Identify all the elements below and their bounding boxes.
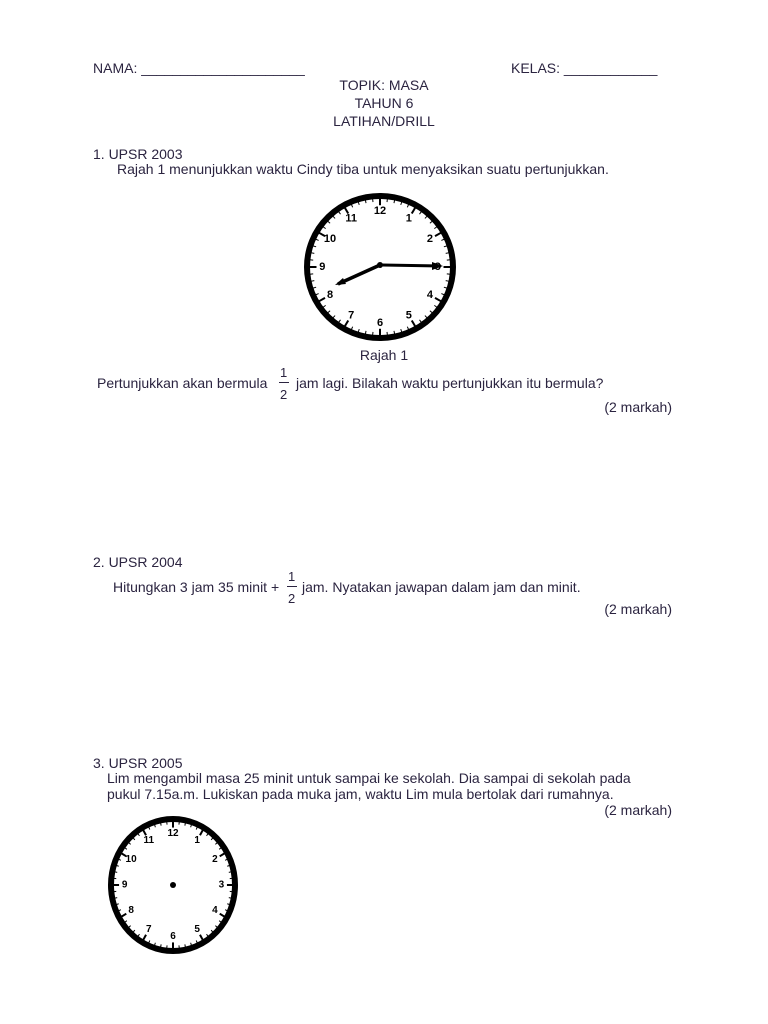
clock-number: 9 <box>319 261 326 273</box>
blank-clock-face[interactable] <box>105 813 241 955</box>
clock-number: 8 <box>128 905 134 917</box>
clock-number: 9 <box>121 879 128 891</box>
q2-fraction-denominator: 2 <box>288 591 296 606</box>
q3-text-line-1: Lim mengambil masa 25 minit untuk sampai ke sekolah. Dia sampai di sekolah pada <box>107 770 631 786</box>
q2-fraction <box>286 570 297 605</box>
q1-fraction-numerator: 1 <box>280 365 288 380</box>
clock-center-dot <box>170 882 176 888</box>
clock-minute-tick <box>185 944 186 947</box>
q1-text: Rajah 1 menunjukkan waktu Cindy tiba untuk menyaksikan suatu pertunjukkan. <box>117 161 609 177</box>
clock-number: 11 <box>143 834 155 846</box>
clock-minute-tick <box>114 898 117 899</box>
clock-minute-tick <box>229 898 232 899</box>
clock-number: 4 <box>212 905 218 917</box>
clock-number: 6 <box>170 930 176 942</box>
clock-number: 3 <box>218 879 225 891</box>
q1-fraction-denominator: 2 <box>280 387 288 402</box>
q2-question-end: jam. Nyatakan jawapan dalam jam dan minit. <box>302 579 581 595</box>
nama-field: NAMA: _____________________ <box>93 60 305 76</box>
clock-number: 7 <box>348 309 355 322</box>
clock-minute-tick <box>160 822 161 825</box>
q2-heading: 2. UPSR 2004 <box>93 554 183 570</box>
q2-question-start: Hitungkan 3 jam 35 minit + <box>113 579 280 595</box>
clock-number: 2 <box>426 232 434 245</box>
topic-title: TOPIK: MASA <box>339 77 429 93</box>
kelas-field: KELAS: ____________ <box>511 60 658 76</box>
clock-center-dot <box>377 262 383 268</box>
drill-title: LATIHAN/DRILL <box>333 113 435 129</box>
clock-number: 5 <box>194 924 200 936</box>
clock-number: 12 <box>167 828 179 840</box>
clock-number: 7 <box>146 924 152 936</box>
clock-number: 8 <box>326 289 334 302</box>
year-title: TAHUN 6 <box>354 95 414 111</box>
q3-text-line-2: pukul 7.15a.m. Lukiskan pada muka jam, waktu Lim mula bertolak dari rumahnya. <box>107 786 614 802</box>
clock-number: 11 <box>345 212 357 225</box>
clock-number: 12 <box>373 204 387 217</box>
q1-question-start: Pertunjukkan akan bermula <box>97 375 268 391</box>
clock-minute-tick <box>114 872 117 873</box>
q1-question-end: jam lagi. Bilakah waktu pertunjukkan itu bermula? <box>296 375 604 391</box>
clock-number: 10 <box>125 853 137 865</box>
clock-number: 1 <box>194 834 200 846</box>
clock-number: 4 <box>426 289 434 302</box>
clock-number: 5 <box>405 309 412 322</box>
q3-heading: 3. UPSR 2005 <box>93 755 183 771</box>
clock-minute-tick <box>160 944 161 947</box>
q1-marks: (2 markah) <box>604 399 672 415</box>
q2-marks: (2 markah) <box>604 601 672 617</box>
q3-marks: (2 markah) <box>604 802 672 818</box>
clock-minute-tick <box>229 872 232 873</box>
clock-minute-tick <box>185 822 186 825</box>
clock-number: 10 <box>323 232 337 245</box>
clock-number: 6 <box>376 317 384 330</box>
q1-fraction <box>278 366 289 401</box>
clock-rajah-1 <box>301 190 459 344</box>
q1-figure-caption: Rajah 1 <box>359 347 409 363</box>
q2-fraction-numerator: 1 <box>288 569 296 584</box>
q1-heading: 1. UPSR 2003 <box>93 146 183 162</box>
clock-number: 1 <box>405 212 412 225</box>
clock-number: 2 <box>212 853 218 865</box>
